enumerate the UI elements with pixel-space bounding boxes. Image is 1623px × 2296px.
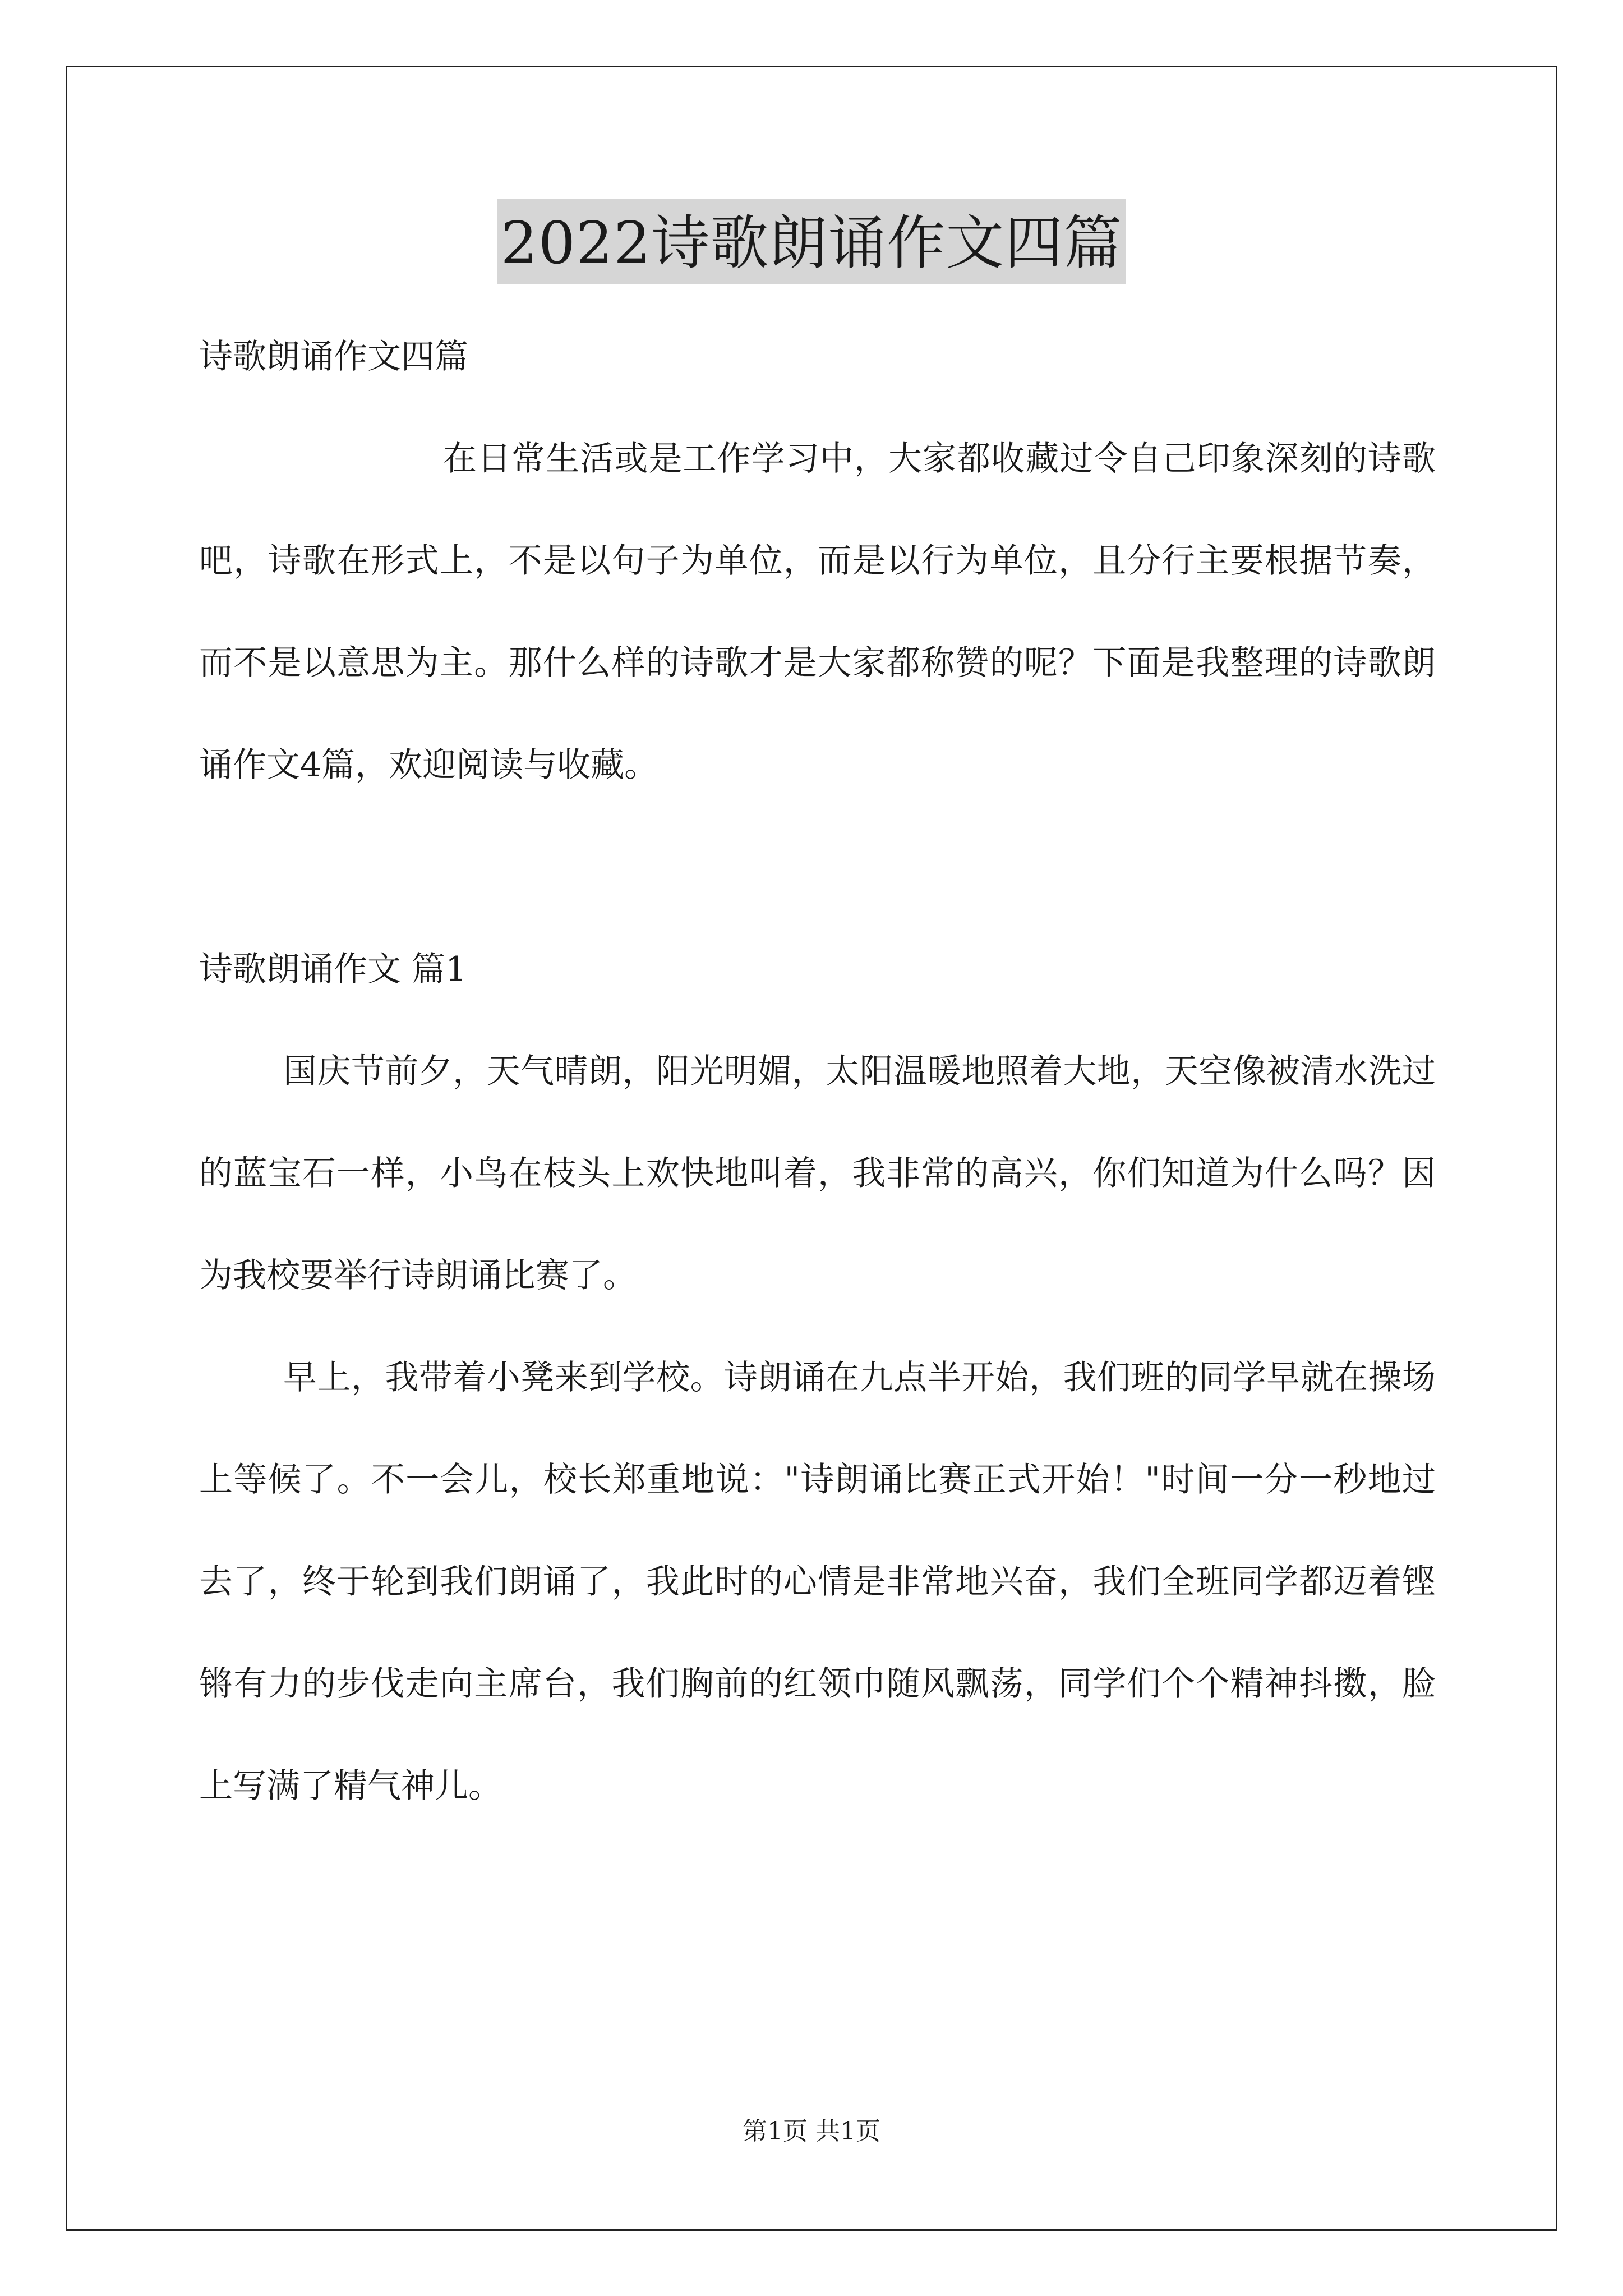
intro-paragraph: 在日常生活或是工作学习中，大家都收藏过令自己印象深刻的诗歌吧，诗歌在形式上，不是以句子为单位，而是以行为单位，且分行主要根据节奏，而不是以意思为主。那什么样的诗歌才是大家都称赞的呢？下面是我整理的诗歌朗诵作文4篇，欢迎阅读与收藏。: [199, 439, 1436, 785]
body-paragraph-1: 国庆节前夕，天气晴朗，阳光明媚，太阳温暖地照着大地，天空像被清水洗过的蓝宝石一样，小鸟在枝头上欢快地叫着，我非常的高兴，你们知道为什么吗？因为我校要举行诗朗诵比赛了。: [199, 1052, 1436, 1295]
document-body: [199, 306, 1436, 1837]
document-subtitle: 诗歌朗诵作文四篇: [199, 337, 468, 376]
title-container: [0, 199, 1623, 284]
body-paragraph-2: 早上，我带着小凳来到学校。诗朗诵在九点半开始，我们班的同学早就在操场上等候了。不一会儿，校长郑重地说："诗朗诵比赛正式开始！"时间一分一秒地过去了，终于轮到我们朗诵了，我此时的心情是非常地兴奋，我们全班同学都迈着铿锵有力的步伐走向主席台，我们胸前的红领巾随风飘荡，同学们个个精神抖擞，脸上写满了精气神儿。: [199, 1358, 1436, 1806]
section-heading: 诗歌朗诵作文 篇1: [199, 950, 467, 989]
document-title: 2022诗歌朗诵作文四篇: [497, 199, 1126, 284]
page-footer: 第1页 共1页: [743, 2117, 880, 2146]
section-spacer: [199, 816, 1436, 918]
